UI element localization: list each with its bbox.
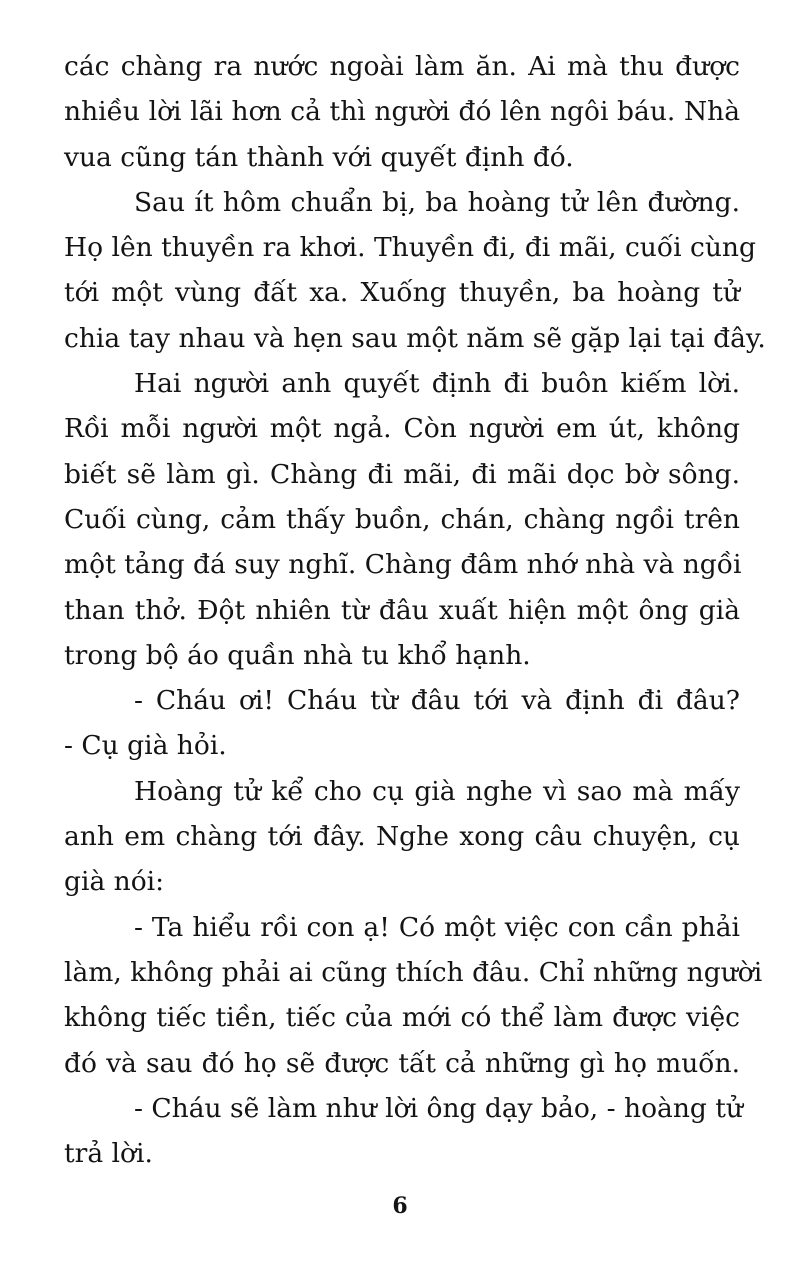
dialogue-line: - Ta hiểu rồi con ạ! Có một việc con cần phải	[134, 911, 740, 943]
text-line: vua cũng tán thành với quyết định đó.	[64, 141, 574, 173]
paragraph-first-line: Hai người anh quyết định đi buôn kiếm lời.	[134, 368, 740, 400]
text-line: làm, không phải ai cũng thích đâu. Chỉ những người	[64, 956, 763, 988]
text-line: đó và sau đó họ sẽ được tất cả những gì họ muốn.	[64, 1047, 740, 1079]
text-line: tới một vùng đất xa. Xuống thuyền, ba hoàng tử	[64, 277, 740, 309]
text-line: anh em chàng tới đây. Nghe xong câu chuyện, cụ	[64, 821, 740, 853]
text-line: biết sẽ làm gì. Chàng đi mãi, đi mãi dọc bờ sông.	[64, 458, 740, 490]
text-line: già nói:	[64, 866, 165, 898]
paragraph-first-line: Hoàng tử kể cho cụ già nghe vì sao mà mấy	[134, 775, 740, 807]
text-line: chia tay nhau và hẹn sau một năm sẽ gặp lại tại đây.	[64, 322, 766, 354]
text-line: Rồi mỗi người một ngả. Còn người em út, không	[64, 413, 740, 445]
text-line: than thở. Đột nhiên từ đâu xuất hiện một ông già	[64, 594, 740, 626]
text-line: không tiếc tiền, tiếc của mới có thể làm được việc	[64, 1002, 740, 1034]
page-number: 6	[392, 1193, 408, 1219]
text-line: trả lời.	[64, 1138, 153, 1170]
text-line: một tảng đá suy nghĩ. Chàng đâm nhớ nhà và ngồi	[64, 549, 742, 581]
text-line: các chàng ra nước ngoài làm ăn. Ai mà thu được	[64, 51, 740, 82]
text-line: Cuối cùng, cảm thấy buồn, chán, chàng ngồi trên	[64, 503, 740, 535]
text-line: trong bộ áo quần nhà tu khổ hạnh.	[64, 639, 531, 671]
text-line: nhiều lời lãi hơn cả thì người đó lên ngôi báu. Nhà	[64, 96, 740, 128]
text-line: Họ lên thuyền ra khơi. Thuyền đi, đi mãi, cuối cùng	[64, 232, 756, 264]
body-text	[64, 44, 766, 1176]
text-line: - Cụ già hỏi.	[64, 730, 227, 762]
dialogue-line: - Cháu ơi! Cháu từ đâu tới và định đi đâu?	[134, 685, 740, 717]
paragraph-first-line: Sau ít hôm chuẩn bị, ba hoàng tử lên đường.	[134, 186, 740, 218]
dialogue-line: - Cháu sẽ làm như lời ông dạy bảo, - hoàng tử	[134, 1092, 743, 1124]
